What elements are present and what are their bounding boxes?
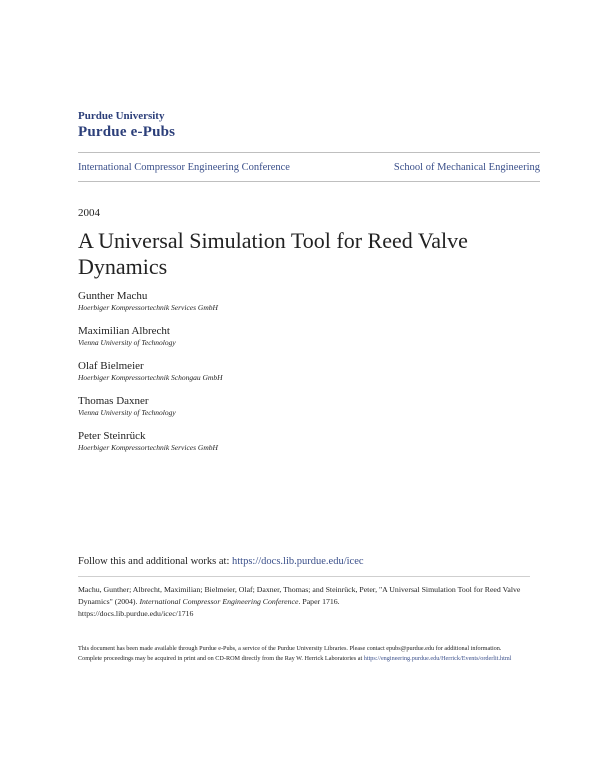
follow-line [78,556,364,567]
citation-journal: International Compressor Engineering Conference [139,597,299,606]
author-name: Peter Steinrück [78,430,146,442]
school-link[interactable]: School of Mechanical Engineering [393,161,540,173]
author-affiliation: Vienna University of Technology [78,338,176,347]
author-name: Maximilian Albrecht [78,325,170,337]
proceedings-notice [78,654,528,664]
paper-title: A Universal Simulation Tool for Reed Valve Dynamics [78,228,468,279]
repository-name[interactable]: Purdue e-Pubs [78,124,176,140]
author-entry [78,360,518,383]
citation-block [78,584,528,620]
herrick-link[interactable]: https://engineering.purdue.edu/Herrick/Events/orderlit.html [363,654,512,662]
author-entry [78,395,518,418]
author-entry [78,430,518,453]
availability-notice: This document has been made available through Purdue e-Pubs, a service of the Purdue University Libraries. Please contact epubs@purdue.edu for additional information. [78,645,502,652]
citation-url[interactable]: https://docs.lib.purdue.edu/icec/1716 [78,609,194,618]
institution-name: Purdue University [78,110,165,122]
author-affiliation: Hoerbiger Kompressortechnik Schongau GmbH [78,373,223,382]
citation-paper-number: . Paper 1716. [298,597,340,606]
follow-text: Follow this and additional works at: [78,556,232,567]
divider [78,576,530,577]
author-affiliation: Hoerbiger Kompressortechnik Services GmbH [78,443,218,452]
citation-authors-title: Machu, Gunther; Albrecht, Maximilian; Bielmeier, Olaf; Daxner, Thomas; and Steinrück, Peter, "A Universal Simulation Tool for Reed Valve Dynamics" (2004). [78,585,521,606]
conference-link[interactable]: International Compressor Engineering Conference [78,161,290,173]
author-name: Gunther Machu [78,290,148,302]
author-affiliation: Hoerbiger Kompressortechnik Services GmbH [78,303,218,312]
author-name: Olaf Bielmeier [78,360,144,372]
author-entry [78,290,518,313]
repository-brand[interactable] [78,110,175,141]
notice-block [78,644,528,663]
publication-year: 2004 [78,207,100,219]
author-list [78,290,518,465]
collection-link[interactable]: https://docs.lib.purdue.edu/icec [232,556,364,567]
proceedings-text: Complete proceedings may be acquired in print and on CD-ROM directly from the Ray W. Herrick Laboratories at [78,654,364,662]
author-affiliation: Vienna University of Technology [78,408,176,417]
author-entry [78,325,518,348]
author-name: Thomas Daxner [78,395,149,407]
breadcrumb-nav [78,152,540,182]
